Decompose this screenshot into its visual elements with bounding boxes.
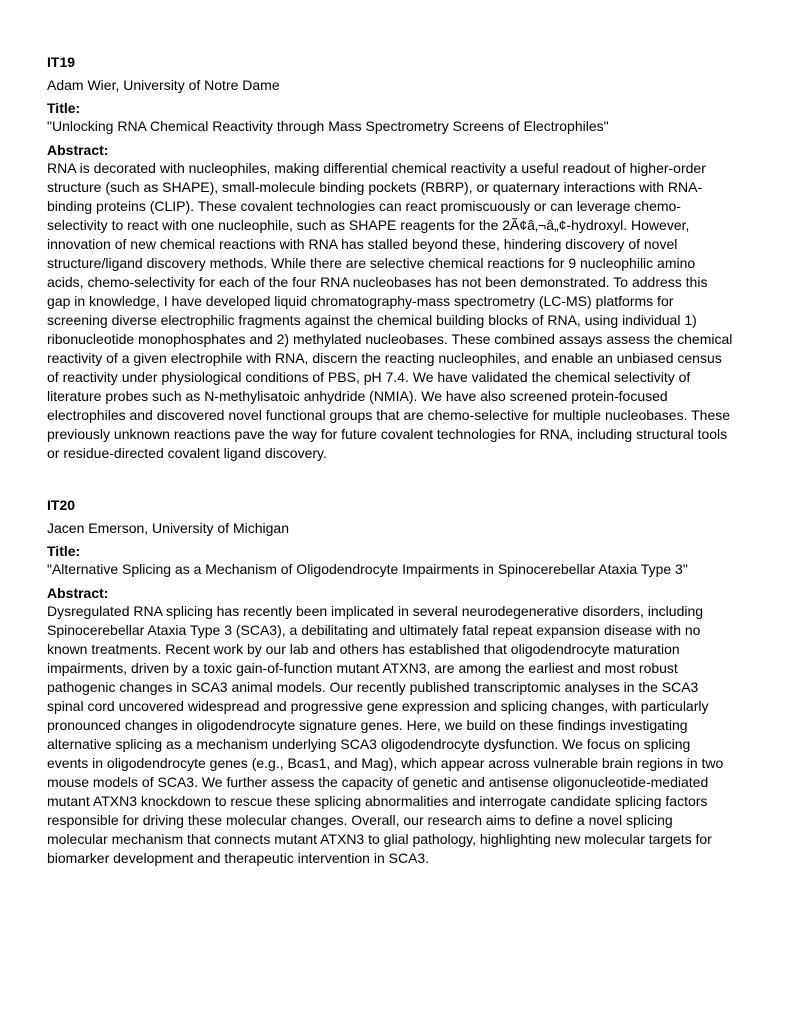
abstract-line: pathogenic changes in SCA3 animal models. Our recently published transcriptomic analyses in the SCA3 bbox=[47, 679, 699, 695]
abstract-line: structure (such as SHAPE), small-molecule binding pockets (RBRP), or quaternary interactions with RNA- bbox=[47, 179, 703, 195]
abstract-line: of reactivity under physiological conditions of PBS, pH 7.4. We have validated the chemical selectivity of bbox=[47, 369, 691, 385]
abstract-line: mutant ATXN3 knockdown to rescue these splicing abnormalities and interrogate candidate splicing factors bbox=[47, 793, 708, 809]
abstract-line: or residue-directed covalent ligand discovery. bbox=[47, 445, 327, 461]
title-label: Title: bbox=[47, 543, 81, 559]
abstract-line: electrophiles and discovered novel functional groups that are chemo-selective for multiple nucleobases. These bbox=[47, 407, 731, 423]
abstract-line: Dysregulated RNA splicing has recently been implicated in several neurodegenerative disorders, including bbox=[47, 603, 704, 619]
abstract-line: reactivity of a given electrophile with RNA, discern the reacting nucleophiles, and enable an unbiased census bbox=[47, 350, 722, 366]
abstract-line: innovation of new chemical reactions with RNA has stalled beyond these, hindering discovery of novel bbox=[47, 236, 678, 252]
entry-author: Jacen Emerson, University of Michigan bbox=[47, 520, 289, 536]
abstract-line: impairments, driven by a toxic gain-of-function mutant ATXN3, are among the earliest and most robust bbox=[47, 660, 678, 676]
entry-abstract bbox=[47, 602, 757, 868]
abstract-line: screening diverse electrophilic fragments against the chemical building blocks of RNA, using individual 1) bbox=[47, 312, 697, 328]
abstract-line: mouse models of SCA3. We further assess the capacity of genetic and antisense oligonucleotide-mediated bbox=[47, 774, 709, 790]
entry-title: "Unlocking RNA Chemical Reactivity through Mass Spectrometry Screens of Electrophiles" bbox=[47, 118, 609, 134]
abstract-line: alternative splicing as a mechanism underlying SCA3 oligodendrocyte dysfunction. We focus on splicing bbox=[47, 736, 691, 752]
abstract-line: previously unknown reactions pave the way for future covalent technologies for RNA, including structural tools bbox=[47, 426, 728, 442]
abstract-line: selectivity to react with one nucleophile, such as SHAPE reagents for the 2Ã¢â‚¬â„¢-hydroxyl. However, bbox=[47, 217, 690, 233]
abstract-line: structure/ligand discovery methods. While there are selective chemical reactions for 9 nucleophilic amino bbox=[47, 255, 696, 271]
abstract-line: acids, chemo-selectivity for each of the four RNA nucleobases has not been demonstrated. To address this bbox=[47, 274, 708, 290]
abstract-line: binding proteins (CLIP). These covalent technologies can react promiscuously or can leverage chemo- bbox=[47, 198, 681, 214]
entry-code: IT19 bbox=[47, 54, 76, 70]
entry-author: Adam Wier, University of Notre Dame bbox=[47, 77, 280, 93]
abstract-line: events in oligodendrocyte genes (e.g., Bcas1, and Mag), which appear across vulnerable brain regions in two bbox=[47, 755, 724, 771]
abstract-line: molecular mechanism that connects mutant ATXN3 to glial pathology, highlighting new molecular targets for bbox=[47, 831, 712, 847]
abstract-line: responsible for driving these molecular changes. Overall, our research aims to define a novel splicing bbox=[47, 812, 673, 828]
entry-it19 bbox=[47, 54, 757, 463]
abstract-line: literature probes such as N-methylisatoic anhydride (NMIA). We have also screened protein-focused bbox=[47, 388, 668, 404]
abstract-line: RNA is decorated with nucleophiles, making differential chemical reactivity a useful readout of higher-order bbox=[47, 160, 706, 176]
abstract-line: gap in knowledge, I have developed liquid chromatography-mass spectrometry (LC-MS) platforms for bbox=[47, 293, 674, 309]
abstract-label: Abstract: bbox=[47, 585, 109, 601]
entry-code: IT20 bbox=[47, 497, 76, 513]
abstract-line: biomarker development and therapeutic intervention in SCA3. bbox=[47, 850, 430, 866]
entry-title: "Alternative Splicing as a Mechanism of Oligodendrocyte Impairments in Spinocerebellar Ataxia Type 3" bbox=[47, 561, 688, 577]
abstract-label: Abstract: bbox=[47, 142, 109, 158]
abstract-line: ribonucleotide monophosphates and 2) methylated nucleobases. These combined assays assess the chemical bbox=[47, 331, 733, 347]
entry-it20 bbox=[47, 497, 757, 868]
abstract-line: spinal cord uncovered widespread and progressive gene expression and splicing changes, with particularly bbox=[47, 698, 709, 714]
abstract-line: Spinocerebellar Ataxia Type 3 (SCA3), a debilitating and ultimately fatal repeat expansion disease with no bbox=[47, 622, 701, 638]
title-label: Title: bbox=[47, 100, 81, 116]
abstract-line: known treatments. Recent work by our lab and others has established that oligodendrocyte maturation bbox=[47, 641, 680, 657]
entry-abstract bbox=[47, 159, 757, 463]
abstract-line: pronounced changes in oligodendrocyte signature genes. Here, we build on these findings investigating bbox=[47, 717, 688, 733]
